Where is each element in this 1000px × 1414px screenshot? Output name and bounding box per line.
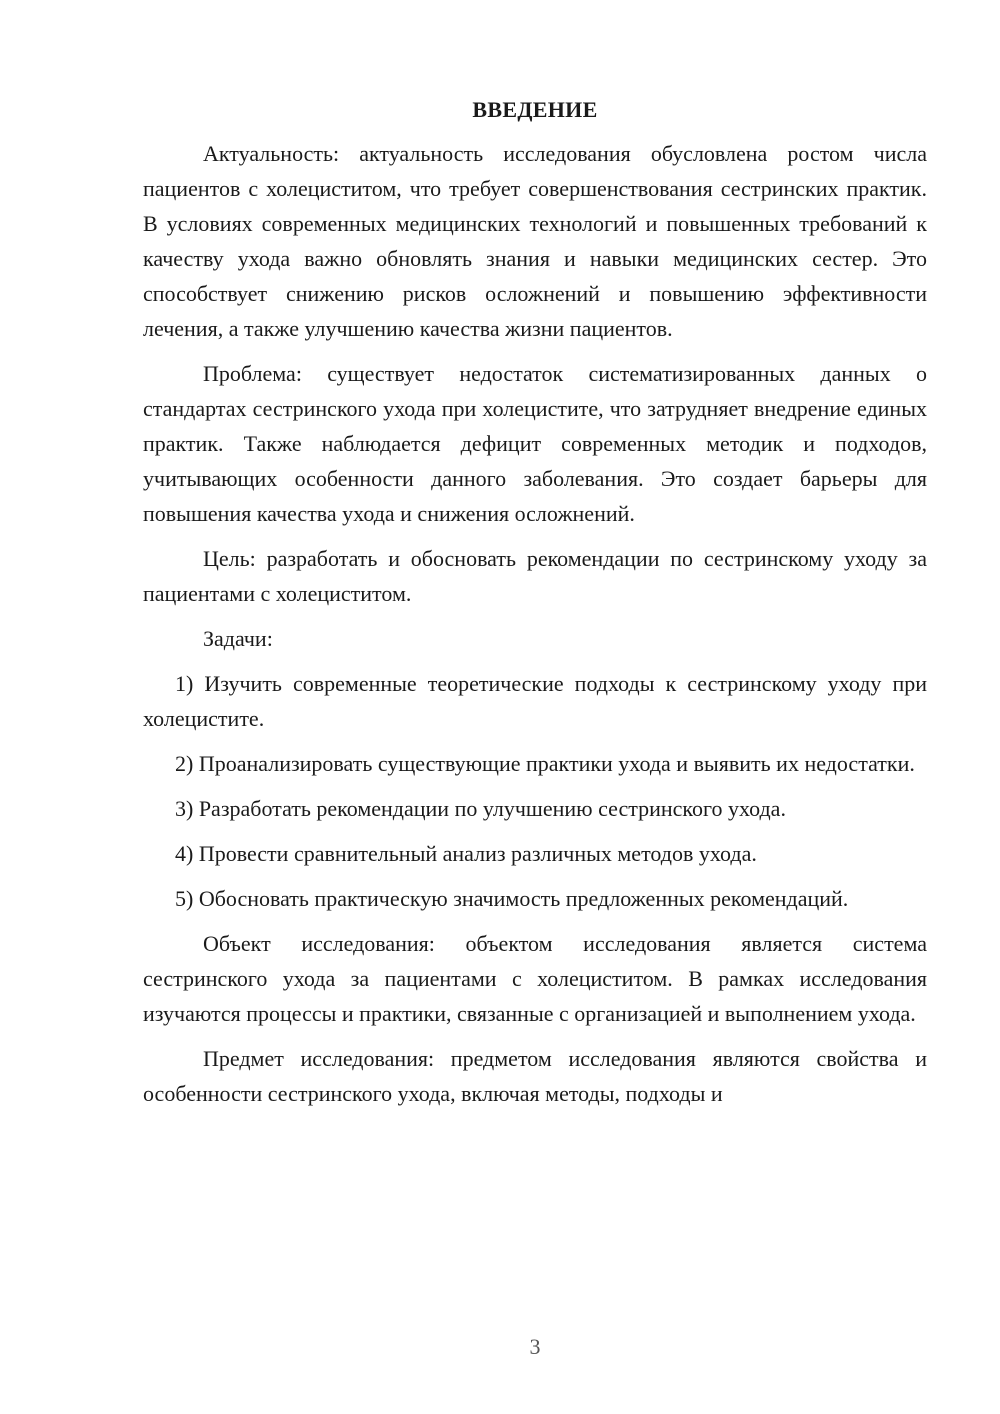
- task-item-4: 4) Провести сравнительный анализ различных методов ухода.: [175, 841, 757, 866]
- tasks-heading: Задачи:: [203, 626, 273, 651]
- task-item-3: 3) Разработать рекомендации по улучшению сестринского ухода.: [175, 796, 786, 821]
- paragraph-goal: Цель: разработать и обосновать рекомендации по сестринскому уходу за пациентами с холециститом.: [143, 546, 927, 606]
- page-number: 3: [529, 1334, 541, 1359]
- paragraph-problem: Проблема: существует недостаток систематизированных данных о стандартах сестринского ухода при холецистите, что затрудняет внедрение единых практик. Также наблюдается дефицит современных методик и подходов, учитывающих особенности данного заболевания. Это создает барьеры для повышения качества ухода и снижения осложнений.: [143, 361, 927, 526]
- task-item-5: 5) Обосновать практическую значимость предложенных рекомендаций.: [175, 886, 849, 911]
- section-title: ВВЕДЕНИЕ: [472, 97, 598, 122]
- task-item-2: 2) Проанализировать существующие практики ухода и выявить их недостатки.: [175, 751, 915, 776]
- paragraph-relevance: Актуальность: актуальность исследования обусловлена ростом числа пациентов с холециститом, что требует совершенствования сестринских практик. В условиях современных медицинских технологий и повышенных требований к качеству ухода важно обновлять знания и навыки медицинских сестер. Это способствует снижению рисков осложнений и повышению эффективности лечения, а также улучшению качества жизни пациентов.: [143, 141, 927, 341]
- paragraph-subject: Предмет исследования: предметом исследования являются свойства и особенности сестринского ухода, включая методы, подходы и: [143, 1046, 927, 1106]
- paragraph-object: Объект исследования: объектом исследования является система сестринского ухода за пациентами с холециститом. В рамках исследования изучаются процессы и практики, связанные с организацией и выполнением ухода.: [143, 931, 927, 1026]
- task-item-1: 1) Изучить современные теоретические подходы к сестринскому уходу при холецистите.: [143, 671, 927, 731]
- page-content: [143, 96, 927, 1121]
